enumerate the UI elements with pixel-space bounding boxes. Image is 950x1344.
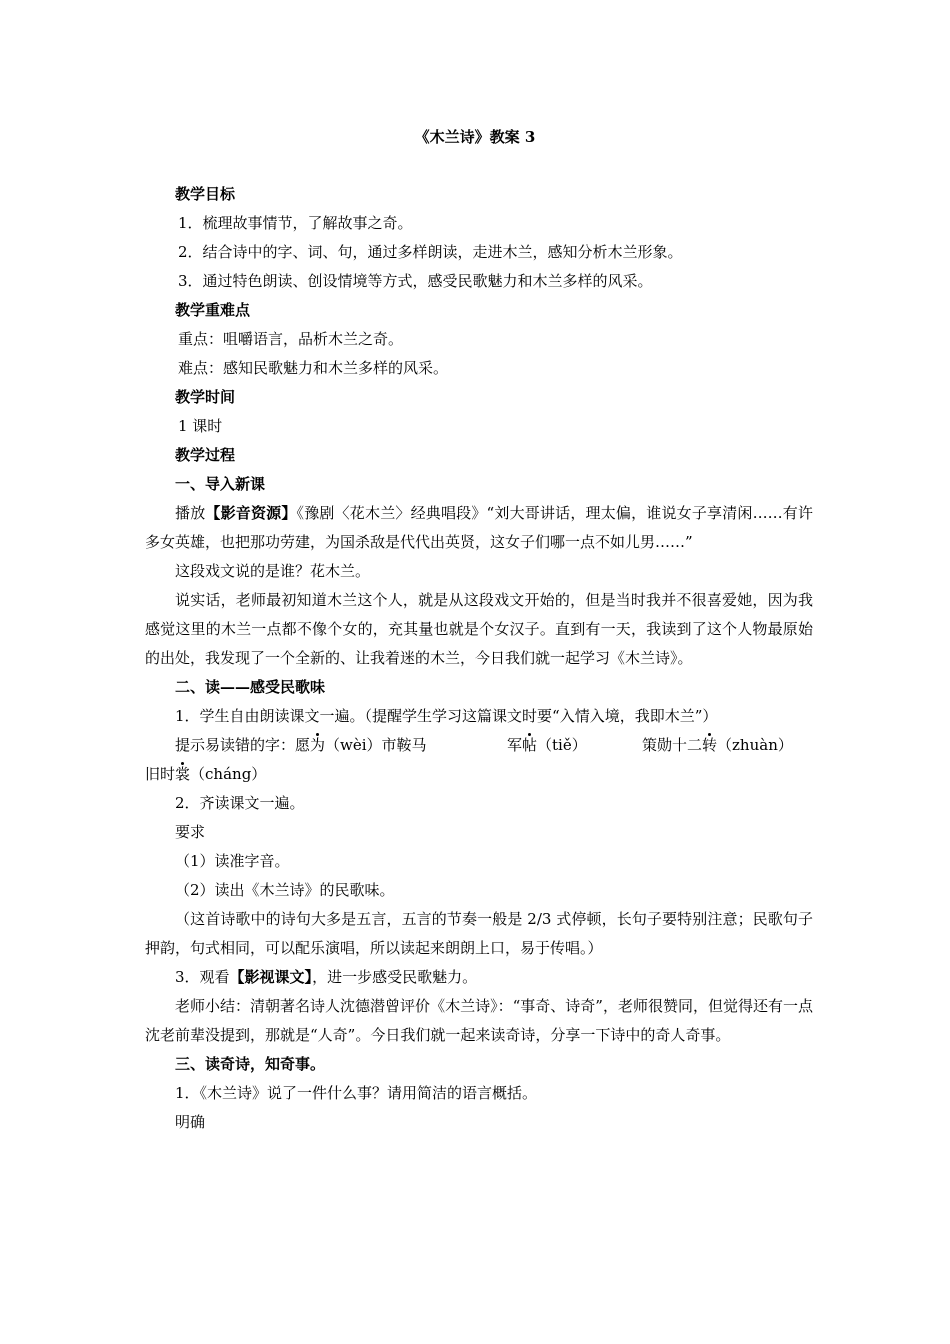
document-body	[145, 180, 813, 1137]
read-item-3-prefix: 3．观看	[175, 968, 230, 986]
intro-quote: 《豫剧〈花木兰〉经典唱段》“刘大哥讲话，理太偏，谁说女子享清闲……有许多女英雄，也把那功劳建，为国杀敌是代代出英贤，这女子们哪一点不如儿男……”	[145, 504, 813, 551]
section-heading-process: 教学过程	[175, 446, 236, 464]
time-value: 1 课时	[178, 417, 223, 435]
hint-word-1-marked: 为	[310, 736, 326, 754]
requirement-1: （1）读准字音。	[175, 852, 290, 870]
section-heading-goals: 教学目标	[175, 185, 236, 203]
answer-label: 明确	[175, 1113, 206, 1131]
hint-group-3	[642, 731, 793, 760]
hint-label: 提示易读错的字：	[175, 736, 296, 754]
read-item-3-rest: ，进一步感受民歌魅力。	[312, 968, 478, 986]
hint-word-2-pre: 军	[507, 736, 523, 754]
hint-word-2-post: （tiě）	[537, 736, 587, 754]
hint-word-3-pre: 策勋十二	[642, 736, 703, 754]
video-text-link: 【影视课文】	[229, 968, 313, 986]
pronunciation-hints-row-2	[145, 760, 813, 789]
hint-word-3-marked: 转	[702, 736, 718, 754]
story-item-1: 1．《木兰诗》说了一件什么事？请用简洁的语言概括。	[175, 1084, 538, 1102]
requirement-label: 要求	[175, 823, 206, 841]
pronunciation-hints-row	[145, 731, 813, 760]
requirement-2: （2）读出《木兰诗》的民歌味。	[175, 881, 395, 899]
section-heading-keypoints: 教学重难点	[175, 301, 251, 319]
teacher-summary: 老师小结：清朝著名诗人沈德潜曾评价《木兰诗》：“事奇、诗奇”，老师很赞同，但觉得还有一点沈老前辈没提到，那就是“人奇”。今日我们就一起来读奇诗，分享一下诗中的奇人奇事。	[145, 997, 813, 1044]
read-item-2: 2．齐读课文一遍。	[175, 794, 305, 812]
key-point: 重点：咀嚼语言，品析木兰之奇。	[178, 330, 404, 348]
intro-story: 说实话，老师最初知道木兰这个人，就是从这段戏文开始的，但是当时我并不很喜爱她，因为我感觉这里的木兰一点都不像个女的，充其量也就是个女汉子。直到有一天，我读到了这个人物最原始的出处，我发现了一个全新的、让我着迷的木兰，今日我们就一起学习《木兰诗》。	[145, 591, 813, 667]
hint-word-2-marked: 帖	[522, 736, 538, 754]
part-heading-intro: 一、导入新课	[175, 475, 266, 493]
hint-word-4-post: （cháng）	[190, 765, 267, 783]
goal-item: 3．通过特色朗读、创设情境等方式，感受民歌魅力和木兰多样的风采。	[178, 272, 653, 290]
part-heading-read: 二、读——感受民歌味	[175, 678, 326, 696]
read-item-1: 1．学生自由朗读课文一遍。（提醒学生学习这篇课文时要“入情入境，我即木兰”）	[175, 707, 718, 725]
hint-word-1-pre: 愿	[295, 736, 311, 754]
hint-word-1-post: （wèi）市鞍马	[325, 736, 427, 754]
section-heading-time: 教学时间	[175, 388, 236, 406]
difficult-point: 难点：感知民歌魅力和木兰多样的风采。	[178, 359, 449, 377]
hint-group-2	[507, 731, 587, 760]
goal-item: 1．梳理故事情节，了解故事之奇。	[178, 214, 413, 232]
intro-question: 这段戏文说的是谁？花木兰。	[175, 562, 371, 580]
document-title: 《木兰诗》教案 3	[414, 128, 536, 146]
hint-word-4-marked: 裳	[175, 765, 191, 783]
goal-item: 2．结合诗中的字、词、句，通过多样朗读，走进木兰，感知分析木兰形象。	[178, 243, 683, 261]
intro-prefix: 播放	[175, 504, 206, 522]
media-resource-link: 【影音资源】	[205, 504, 297, 522]
intro-paragraph	[145, 499, 813, 557]
part-heading-story: 三、读奇诗，知奇事。	[175, 1055, 326, 1073]
rhythm-note: （这首诗歌中的诗句大多是五言，五言的节奏一般是 2/3 式停顿，长句子要特别注意；民歌句子押韵，句式相同，可以配乐演唱，所以读起来朗朗上口，易于传唱。）	[145, 910, 813, 957]
read-item-3	[145, 963, 813, 992]
hint-word-4-pre: 旧时	[145, 765, 176, 783]
hint-word-3-post: （zhuàn）	[717, 736, 793, 754]
hint-group-1	[175, 731, 427, 760]
